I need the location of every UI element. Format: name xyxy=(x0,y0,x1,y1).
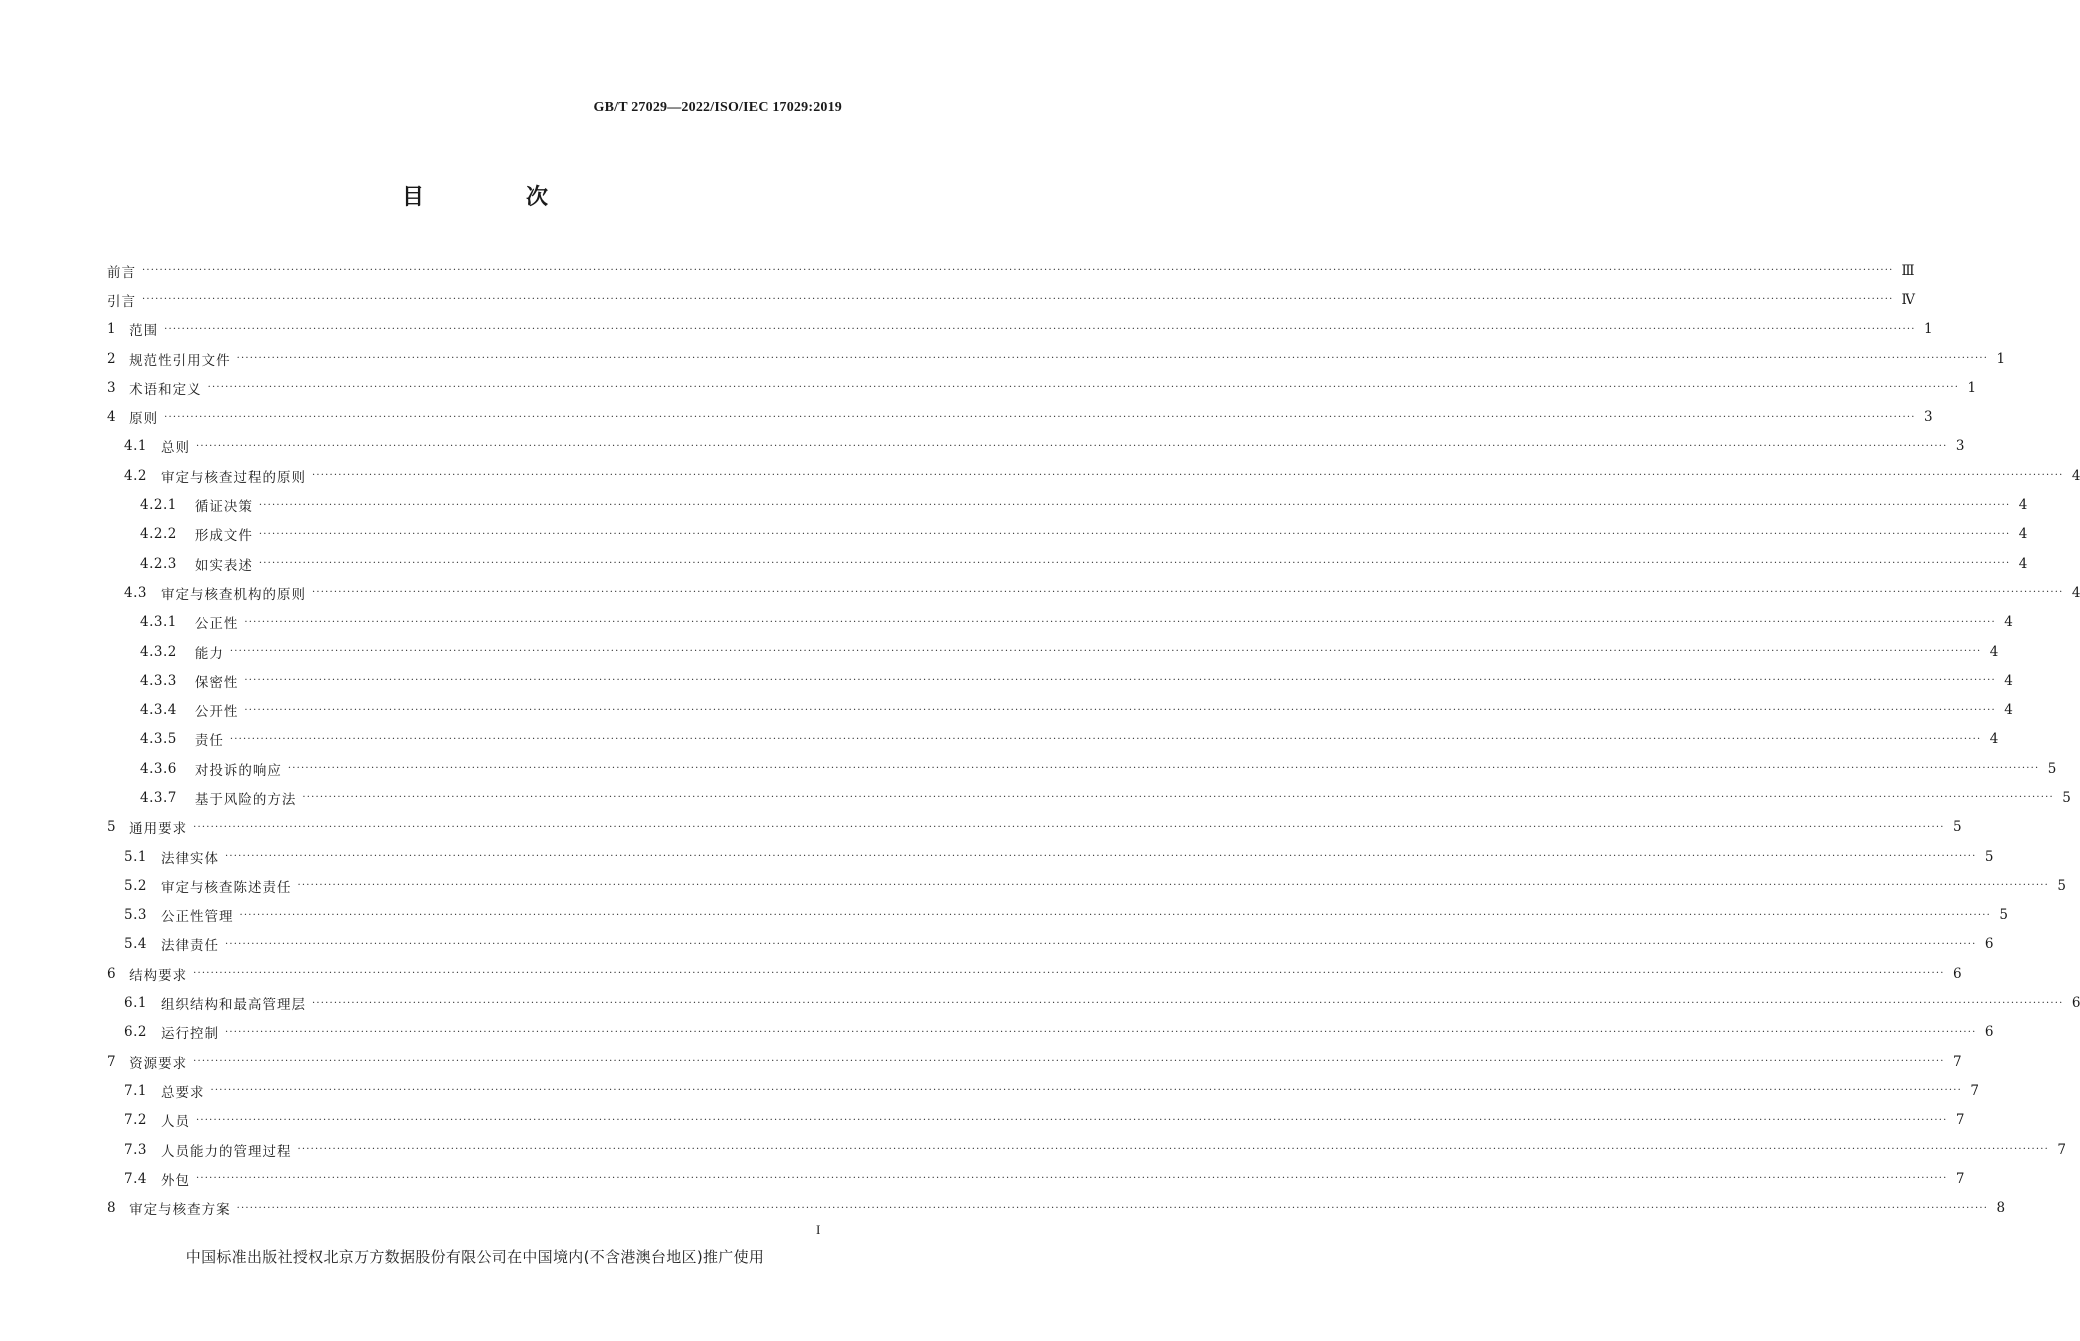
toc-entry[interactable] xyxy=(107,256,1915,285)
toc-entry-number: 4.3.7 xyxy=(140,789,177,806)
toc-entry-number: 7.1 xyxy=(124,1082,147,1099)
toc-entry-page: 1 xyxy=(1923,321,1933,338)
toc-entry-number: 5.4 xyxy=(124,936,147,953)
toc-entry-label: 审定与核查机构的原则 xyxy=(160,586,306,603)
toc-entry-number: 2 xyxy=(107,350,117,367)
toc-entry[interactable] xyxy=(107,1106,1965,1135)
toc-dot-leader: ················································································································································································································································································································································································································ xyxy=(193,821,1945,833)
toc-entry[interactable] xyxy=(107,344,2006,373)
toc-entry-label: 法律责任 xyxy=(160,938,219,955)
toc-entry-number: 4.1 xyxy=(124,438,147,455)
toc-entry-number: 5.3 xyxy=(124,907,147,924)
toc-entry-page: 7 xyxy=(1955,1170,1965,1187)
toc-entry[interactable] xyxy=(107,402,1933,431)
toc-entry[interactable] xyxy=(107,842,1994,871)
toc-dot-leader: ················································································································································································································································································································································································································ xyxy=(311,997,2064,1009)
toc-entry-number: 8 xyxy=(107,1200,117,1217)
toc-entry[interactable] xyxy=(107,608,2013,637)
toc-entry-label: 组织结构和最高管理层 xyxy=(160,997,306,1014)
table-of-contents xyxy=(107,256,2080,1223)
toc-dot-leader: ················································································································································································································································································································································································································ xyxy=(193,968,1945,980)
toc-entry-page: 5 xyxy=(2047,760,2057,777)
toc-entry-number: 7.2 xyxy=(124,1112,147,1129)
toc-dot-leader: ················································································································································································································································································································································································································ xyxy=(297,1144,2049,1156)
toc-entry-label: 形成文件 xyxy=(194,528,253,545)
toc-entry[interactable] xyxy=(107,1135,2066,1164)
toc-entry-page: 4 xyxy=(2004,672,2013,689)
toc-entry-number: 5.2 xyxy=(124,877,147,894)
toc-dot-leader: ················································································································································································································································································································································································································ xyxy=(236,353,1989,365)
toc-dot-leader: ················································································································································································································································································································································································································ xyxy=(258,528,2011,540)
toc-entry-label: 规范性引用文件 xyxy=(129,352,231,369)
toc-entry-page: 5 xyxy=(1984,848,1994,865)
toc-dot-leader: ················································································································································································································································································································································································································ xyxy=(142,265,1894,277)
toc-entry-number: 4.2 xyxy=(124,467,147,484)
toc-entry-page: 7 xyxy=(1970,1082,1979,1099)
toc-entry-number: 4.3.6 xyxy=(140,760,177,777)
toc-entry-number: 4.3.3 xyxy=(140,672,177,689)
toc-entry-label: 运行控制 xyxy=(160,1026,219,1043)
toc-entry[interactable] xyxy=(107,373,1977,402)
toc-dot-leader: ················································································································································································································································································································································································································ xyxy=(311,587,2064,599)
toc-entry-number: 7 xyxy=(107,1053,117,1070)
toc-entry-page: 4 xyxy=(2071,584,2080,601)
toc-entry-page: 1 xyxy=(1967,379,1977,396)
toc-dot-leader: ················································································································································································································································································································································································································ xyxy=(287,763,2040,775)
toc-entry-number: 4.2.2 xyxy=(140,526,177,543)
toc-dot-leader: ················································································································································································································································································································································································································ xyxy=(244,704,1996,716)
toc-entry-label: 法律实体 xyxy=(160,850,219,867)
toc-entry-page: 4 xyxy=(2004,614,2013,631)
toc-entry-page: 7 xyxy=(2057,1141,2066,1158)
toc-entry[interactable] xyxy=(107,1047,1962,1076)
toc-entry-number: 5.1 xyxy=(124,848,147,865)
toc-entry[interactable] xyxy=(107,901,2008,930)
toc-entry-number: 1 xyxy=(107,321,117,338)
toc-entry-label: 如实表述 xyxy=(194,557,253,574)
toc-entry-page: 4 xyxy=(1989,643,1999,660)
toc-entry-label: 能力 xyxy=(194,645,224,662)
toc-dot-leader: ················································································································································································································································································································································································································ xyxy=(297,880,2049,892)
toc-entry-number: 4.2.1 xyxy=(140,497,177,514)
toc-entry[interactable] xyxy=(107,315,1933,344)
toc-entry-page: Ⅳ xyxy=(1901,291,1915,308)
distribution-notice: 中国标准出版社授权北京万方数据股份有限公司在中国境内(不含港澳台地区)推广使用 xyxy=(185,1248,765,1266)
toc-dot-leader: ················································································································································································································································································································································································································ xyxy=(193,1056,1945,1068)
toc-entry-label: 公开性 xyxy=(194,704,239,721)
toc-entry-page: 5 xyxy=(1952,819,1962,836)
toc-entry-number: 6 xyxy=(107,965,117,982)
toc-dot-leader: ················································································································································································································································································································································································································ xyxy=(311,470,2064,482)
toc-entry-page: 4 xyxy=(2018,497,2028,514)
toc-dot-leader: ················································································································································································································································································································································································································ xyxy=(164,323,1916,335)
toc-entry-label: 循证决策 xyxy=(194,499,253,516)
toc-entry[interactable] xyxy=(107,285,1915,314)
toc-entry[interactable] xyxy=(107,1018,1994,1047)
toc-entry[interactable] xyxy=(107,930,1994,959)
toc-entry[interactable] xyxy=(107,1164,1965,1193)
toc-entry[interactable] xyxy=(107,754,2057,783)
toc-dot-leader: ················································································································································································································································································································································································································ xyxy=(195,440,1948,452)
toc-entry[interactable] xyxy=(107,871,2066,900)
toc-dot-leader: ················································································································································································································································································································································································································ xyxy=(229,733,1982,745)
toc-entry-number: 4.3.4 xyxy=(140,702,177,719)
toc-entry-label: 责任 xyxy=(194,733,224,750)
toc-dot-leader: ················································································································································································································································································································································································································ xyxy=(229,646,1982,657)
toc-entry-label: 通用要求 xyxy=(129,821,188,838)
toc-entry[interactable] xyxy=(107,1194,2006,1223)
toc-entry[interactable] xyxy=(107,725,1999,754)
toc-entry-page: 6 xyxy=(1984,1024,1994,1041)
toc-entry-page: 4 xyxy=(2018,555,2028,572)
toc-entry-label: 人员能力的管理过程 xyxy=(160,1143,292,1160)
toc-entry-page: 6 xyxy=(2071,995,2080,1012)
toc-entry[interactable] xyxy=(107,461,2080,490)
toc-entry-page: 6 xyxy=(1984,936,1994,953)
standard-number: GB/T 27029—2022/ISO/IEC 17029:2019 xyxy=(593,100,842,115)
toc-entry[interactable] xyxy=(107,783,2071,812)
toc-entry-label: 外包 xyxy=(160,1172,190,1189)
toc-dot-leader: ················································································································································································································································································································································································································ xyxy=(164,411,1916,423)
toc-entry[interactable] xyxy=(107,1076,1979,1105)
toc-entry-label: 前言 xyxy=(107,264,136,281)
toc-entry-page: Ⅲ xyxy=(1901,262,1915,279)
toc-entry-label: 人员 xyxy=(160,1114,190,1131)
toc-entry[interactable] xyxy=(107,549,2028,578)
page-number: I xyxy=(816,1222,821,1237)
toc-entry-number: 4.3 xyxy=(124,584,147,601)
toc-dot-leader: ················································································································································································································································································································································································································ xyxy=(195,1173,1948,1185)
toc-entry-page: 7 xyxy=(1955,1112,1965,1129)
toc-entry-number: 7.4 xyxy=(124,1170,147,1187)
toc-entry-page: 4 xyxy=(1989,731,1999,748)
toc-entry-number: 7.3 xyxy=(124,1141,147,1158)
toc-dot-leader: ················································································································································································································································································································································································································ xyxy=(142,294,1894,306)
toc-entry[interactable] xyxy=(107,695,2013,724)
toc-dot-leader: ················································································································································································································································································································································································································ xyxy=(239,909,1991,921)
toc-entry-page: 4 xyxy=(2071,467,2080,484)
toc-entry-page: 6 xyxy=(1952,965,1962,982)
toc-entry-label: 基于风险的方法 xyxy=(194,791,297,808)
toc-entry-label: 总则 xyxy=(160,440,190,457)
toc-entry[interactable] xyxy=(107,578,2080,607)
toc-dot-leader: ················································································································································································································································································································································································································ xyxy=(244,616,1996,628)
toc-entry-page: 3 xyxy=(1955,438,1965,455)
toc-entry-label: 结构要求 xyxy=(129,967,188,984)
toc-entry[interactable] xyxy=(107,959,1962,988)
toc-entry-label: 公正性 xyxy=(194,616,239,633)
toc-entry-label: 范围 xyxy=(129,323,159,340)
toc-entry-label: 原则 xyxy=(129,411,159,428)
toc-entry-label: 引言 xyxy=(107,293,136,310)
toc-entry[interactable] xyxy=(107,490,2028,519)
toc-entry-page: 4 xyxy=(2018,526,2028,543)
toc-entry-label: 保密性 xyxy=(194,674,239,691)
toc-entry-page: 1 xyxy=(1996,350,2006,367)
toc-entry-label: 资源要求 xyxy=(129,1055,188,1072)
toc-entry-number: 4.3.5 xyxy=(140,731,177,748)
toc-entry-label: 公正性管理 xyxy=(160,909,234,926)
toc-entry-label: 术语和定义 xyxy=(129,381,202,398)
toc-entry-number: 4 xyxy=(107,409,117,426)
toc-entry-number: 4.3.1 xyxy=(140,614,177,631)
toc-dot-leader: ················································································································································································································································································································································································································ xyxy=(195,1114,1948,1126)
toc-entry-label: 审定与核查陈述责任 xyxy=(160,879,292,896)
toc-entry-number: 6.2 xyxy=(124,1024,147,1041)
toc-entry-page: 7 xyxy=(1952,1053,1962,1070)
toc-entry-number: 4.3.2 xyxy=(140,643,177,660)
toc-entry-page: 5 xyxy=(2062,789,2071,806)
toc-entry-label: 审定与核查过程的原则 xyxy=(160,469,306,486)
toc-entry-number: 3 xyxy=(107,379,117,396)
toc-dot-leader: ················································································································································································································································································································································································································ xyxy=(207,382,1960,394)
toc-entry[interactable] xyxy=(107,520,2028,549)
toc-dot-leader: ················································································································································································································································································································································································································ xyxy=(210,1085,1962,1097)
toc-dot-leader: ················································································································································································································································································································································································································ xyxy=(224,1026,1977,1038)
toc-dot-leader: ················································································································································································································································································································································································································ xyxy=(302,792,2054,804)
toc-entry[interactable] xyxy=(107,988,2080,1017)
toc-dot-leader: ················································································································································································································································································································································································································ xyxy=(258,499,2011,511)
toc-entry-page: 5 xyxy=(2057,877,2066,894)
toc-entry-page: 5 xyxy=(1999,907,2008,924)
toc-entry-page: 4 xyxy=(2004,702,2013,719)
toc-entry[interactable] xyxy=(107,432,1965,461)
toc-entry-number: 6.1 xyxy=(124,995,147,1012)
toc-entry[interactable] xyxy=(107,637,1999,666)
toc-entry-label: 对投诉的响应 xyxy=(194,762,282,779)
toc-entry-label: 审定与核查方案 xyxy=(129,1202,231,1219)
toc-entry-number: 4.2.3 xyxy=(140,555,177,572)
toc-entry-page: 3 xyxy=(1923,409,1933,426)
toc-dot-leader: ················································································································································································································································································································································································································ xyxy=(224,938,1977,950)
toc-dot-leader: ················································································································································································································································································································································································································ xyxy=(236,1202,1989,1214)
toc-entry[interactable] xyxy=(107,813,1962,842)
toc-entry-number: 5 xyxy=(107,819,117,836)
toc-dot-leader: ················································································································································································································································································································································································································ xyxy=(224,851,1977,863)
toc-dot-leader: ················································································································································································································································································································································································································ xyxy=(244,675,1996,687)
page-title: 目 次 xyxy=(401,185,588,210)
toc-entry[interactable] xyxy=(107,666,2013,695)
toc-entry-page: 8 xyxy=(1996,1200,2006,1217)
toc-entry-label: 总要求 xyxy=(160,1084,205,1101)
toc-dot-leader: ················································································································································································································································································································································································································ xyxy=(258,558,2011,570)
